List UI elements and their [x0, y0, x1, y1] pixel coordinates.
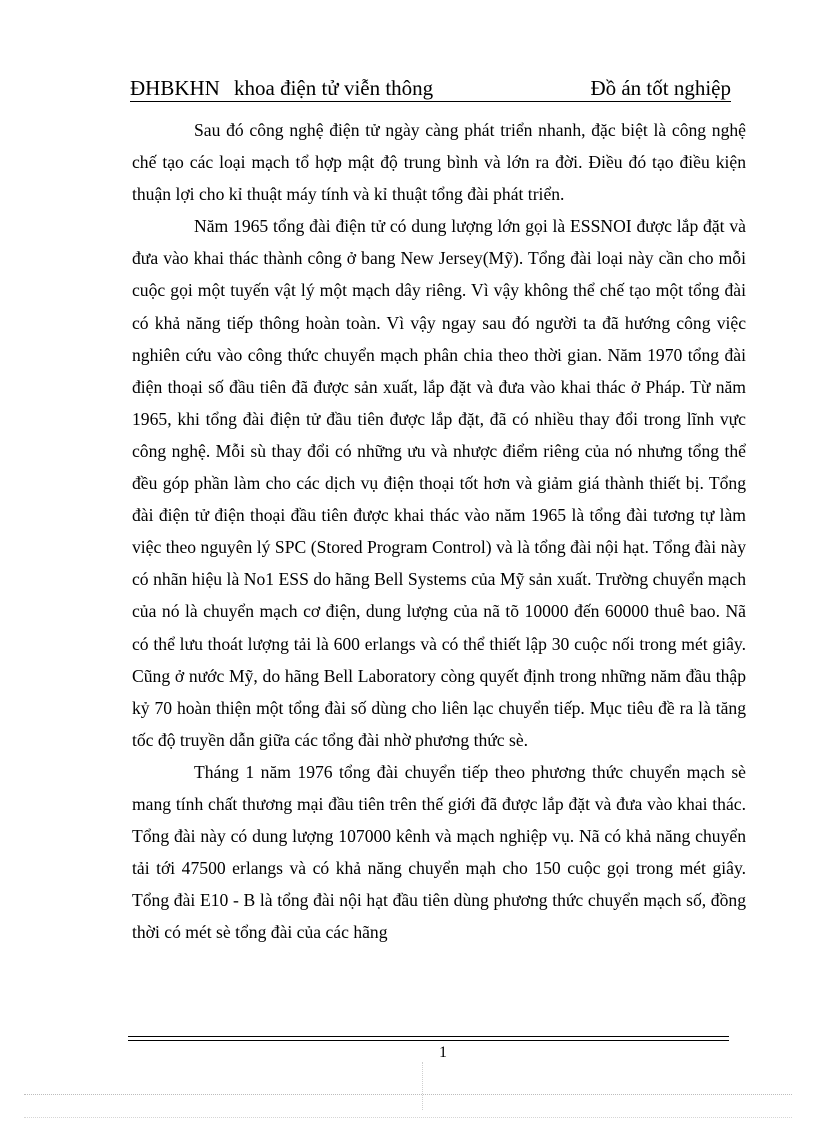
page-boundary-line	[24, 1094, 792, 1095]
paragraph-2: Năm 1965 tổng đài điện tử có dung lượng lớn gọi là ESSNOI được lắp đặt và đưa vào khai thác thành công ở bang New Jersey(Mỹ). Tổng đài loại này cần cho mỗi cuộc gọi một tuyến vật lý một mạch dây riêng. Vì vậy không thể chế tạo một tổng đài có khả năng tiếp thông hoàn toàn. Vì vậy ngay sau đó người ta đã hướng công việc nghiên cứu vào công thức chuyển mạch phân chia theo thời gian. Năm 1970 tổng đài điện thoại số đầu tiên đã được sản xuất, lắp đặt và đưa vào khai thác ở Pháp. Từ năm 1965, khi tổng đài điện tử đầu tiên được lắp đặt, đã có nhiều thay đổi trong lĩnh vực công nghệ. Mỗi sù thay đổi có những ưu và nhược điểm riêng của nó nhưng tổng thể đều góp phần làm cho các dịch vụ điện thoại tốt hơn và giảm giá thành thiết bị. Tổng đài điện tử điện thoại đầu tiên được khai thác vào năm 1965 là tổng đài tương tự làm việc theo nguyên lý SPC (Stored Program Control) và là tổng đài nội hạt. Tổng đài này có nhãn hiệu là No1 ESS do hãng Bell Systems của Mỹ sản xuất. Trường chuyển mạch của nó là chuyển mạch cơ điện, dung lượng của nã tõ 10000 đến 60000 thuê bao. Nã có thể lưu thoát lượng tải là 600 erlangs và có thể thiết lập 30 cuộc nối trong mét giây. Cũng ở nước Mỹ, do hãng Bell Laboratory còng quyết định trong những năm đầu thập kỷ 70 hoàn thiện một tổng đài số dùng cho liên lạc chuyển tiếp. Mục tiêu đề ra là tăng tốc độ truyền dẫn giữa các tổng đài nhờ phương thức sè.	[132, 216, 746, 750]
document-body	[132, 114, 746, 948]
paragraph-3: Tháng 1 năm 1976 tổng đài chuyển tiếp theo phương thức chuyển mạch sè mang tính chất thương mại đầu tiên trên thế giới đã được lắp đặt và đưa vào khai thác. Tổng đài này có dung lượng 107000 kênh và mạch nghiệp vụ. Nã có khả năng chuyển tải tới 47500 erlangs và có khả năng chuyển mạh cho 150 cuộc gọi trong mét giây. Tổng đài E10 - B là tổng đài nội hạt đầu tiên dùng phương thức chuyển mạch số, đồng thời có mét sè tổng đài của các hãng	[132, 761, 746, 943]
page-margin-marker	[422, 1062, 423, 1110]
footer-rule-thick	[128, 1036, 729, 1037]
paragraph-1: Sau đó công nghệ điện tử ngày càng phát triển nhanh, đặc biệt là công nghệ chế tạo các loại mạch tổ hợp mật độ trung bình và lớn ra đời. Điều đó tạo điều kiện thuận lợi cho kỉ thuật máy tính và kỉ thuật tổng đài phát triển.	[132, 120, 746, 205]
page-header	[130, 74, 731, 102]
header-underline	[130, 101, 731, 102]
page-number: 1	[439, 1044, 447, 1061]
footer-rule-thin	[128, 1040, 729, 1041]
header-faculty: khoa điện tử viễn thông	[234, 76, 434, 100]
page-boundary-line-lower	[24, 1117, 792, 1118]
header-university: ĐHBKHN	[130, 76, 220, 100]
header-document-type: Đồ án tốt nghiệp	[590, 76, 731, 100]
